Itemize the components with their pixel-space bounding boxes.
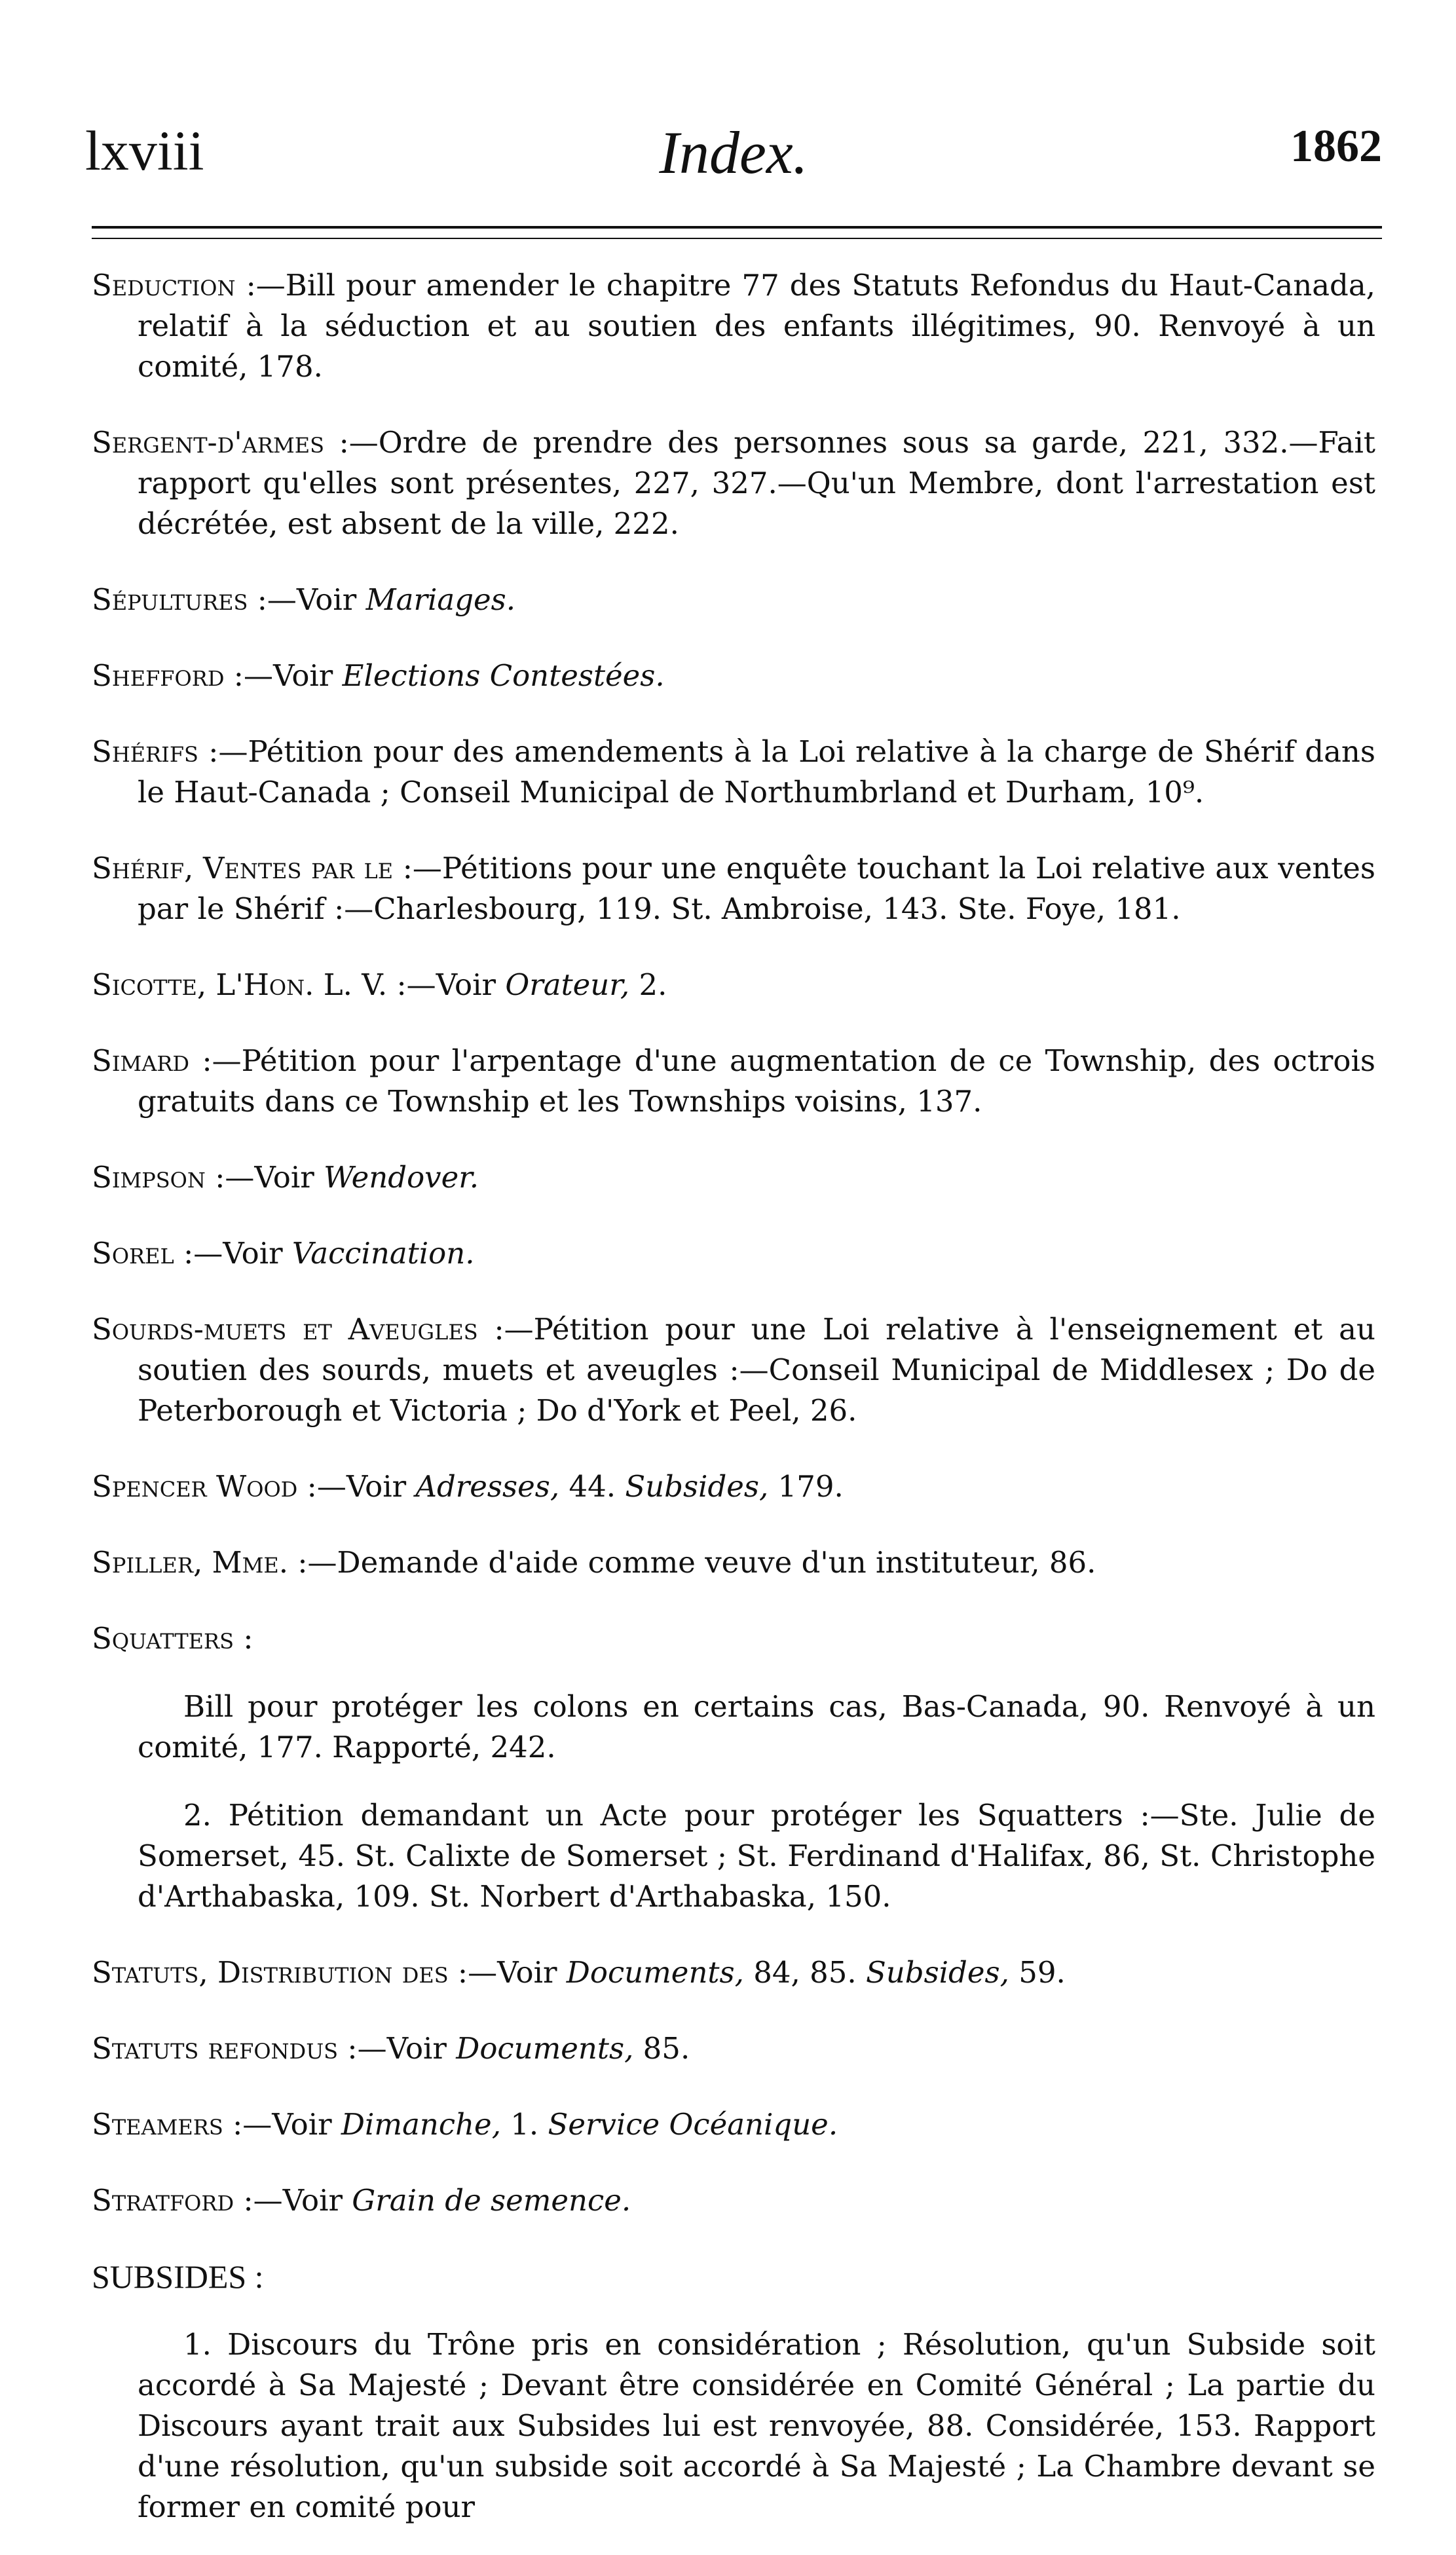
index-entry-spencer-wood — [92, 1466, 1375, 1507]
index-entry-sergent-darmes — [92, 422, 1375, 544]
entry-body: —Voir — [253, 2183, 352, 2218]
entry-body: —Pétition pour l'arpentage d'une augmentation de ce Township, des octrois gratuits dans ce Township et les Townships voisins, 137. — [138, 1043, 1375, 1119]
entry-reference: Wendover. — [324, 1160, 479, 1195]
index-entry-simpson — [92, 1157, 1375, 1198]
entry-body: —Voir — [243, 658, 343, 693]
entry-reference: Elections Contestées. — [342, 658, 665, 693]
entry-head: Sépultures : — [92, 582, 267, 617]
entry-body: —Pétition pour des amendements à la Loi relative à la charge de Shérif dans le Haut-Canada ; Conseil Municipal de Northumbrland et Durham, 10⁹. — [138, 734, 1376, 810]
entry-reference: Grain de semence. — [352, 2183, 631, 2218]
entry-body: —Voir — [468, 1955, 567, 1990]
entry-head: Sicotte, L'Hon. L. V. : — [92, 967, 407, 1002]
entry-body: —Pétitions pour une enquête touchant la Loi relative aux ventes par le Shérif :—Charlesbourg, 119. St. Ambroise, 143. Ste. Foye, 181. — [138, 851, 1375, 926]
entry-page: 44. — [559, 1469, 625, 1504]
entry-reference-2: Subsides, — [865, 1955, 1009, 1990]
entry-body: —Demande d'aide comme veuve d'un instituteur, 86. — [307, 1545, 1096, 1580]
entry-page: 2. — [629, 967, 667, 1002]
entry-body: —Voir — [242, 2107, 341, 2142]
index-entry-spiller — [92, 1542, 1375, 1583]
entry-page: 1. — [501, 2107, 548, 2142]
entry-reference-2: Subsides, — [625, 1469, 769, 1504]
index-entry-sorel — [92, 1233, 1375, 1274]
page-year: 1862 — [1290, 121, 1382, 172]
entry-head: Statuts, Distribution des : — [92, 1955, 468, 1990]
entry-page: 84, 85. — [743, 1955, 866, 1990]
entry-head: Shérif, Ventes par le : — [92, 851, 413, 886]
entry-head: Sergent-d'armes : — [92, 425, 349, 460]
entry-reference: Documents, — [456, 2031, 634, 2066]
page-header — [85, 111, 1382, 190]
entry-body: —Voir — [225, 1160, 324, 1195]
index-entry-sourds-muets — [92, 1309, 1375, 1431]
entry-body: —Voir — [406, 967, 506, 1002]
entry-body: —Voir — [316, 1469, 416, 1504]
entry-body: —Voir — [267, 582, 366, 617]
entry-body: —Voir — [193, 1236, 292, 1271]
squatters-paragraph-2: 2. Pétition demandant un Acte pour protéger les Squatters :—Ste. Julie de Somerset, 45. St. Calixte de Somerset ; St. Ferdinand d'Halifax, 86, St. Christophe d'Arthabaska, 109. St. Norbert d'Arthabaska, 150. — [138, 1798, 1375, 1914]
index-entry-sherif-ventes — [92, 848, 1375, 929]
subsides-paragraph-1: 1. Discours du Trône pris en considération ; Résolution, qu'un Subside soit accordé à Sa Majesté ; Devant être considérée en Comité Général ; La partie du Discours ayant trait aux Subsides lui est renvoyée, 88. Considérée, 153. Rapport d'une résolution, qu'un subside soit accordé à Sa Majesté ; La Chambre devant se former en comité pour — [138, 2327, 1375, 2524]
entry-body: —Bill pour amender le chapitre 77 des Statuts Refondus du Haut-Canada, relatif à la séduction et au soutien des enfants illégitimes, 90. Renvoyé à un comité, 178. — [138, 268, 1375, 384]
entry-head: Shérifs : — [92, 734, 219, 769]
squatters-paragraph-1: Bill pour protéger les colons en certains cas, Bas-Canada, 90. Renvoyé à un comité, 177. Rapporté, 242. — [138, 1689, 1375, 1764]
subsides-heading: SUBSIDES : — [92, 2258, 264, 2295]
index-entry-steamers — [92, 2104, 1375, 2145]
index-entry-simard — [92, 1041, 1375, 1122]
page-title: Index. — [659, 119, 808, 186]
entry-reference-2: Service Océanique. — [548, 2107, 838, 2142]
entry-reference: Dimanche, — [341, 2107, 501, 2142]
header-double-rule — [92, 226, 1382, 239]
entry-body: —Pétition pour une Loi relative à l'enseignement et au soutien des sourds, muets et aveugles :—Conseil Municipal de Middlesex ; Do de Peterborough et Victoria ; Do d'York et Peel, 26. — [138, 1312, 1375, 1428]
index-entry-sepultures — [92, 580, 1375, 620]
entry-page-2: 59. — [1009, 1955, 1066, 1990]
page-number-roman: lxviii — [85, 119, 204, 182]
index-entry-sicotte — [92, 965, 1375, 1005]
entry-head: Sorel : — [92, 1236, 194, 1271]
entry-body: —Ordre de prendre des personnes sous sa garde, 221, 332.—Fait rapport qu'elles sont présentes, 227, 327.—Qu'un Membre, dont l'arrestation est décrétée, est absent de la ville, 222. — [138, 425, 1375, 541]
entry-head: Spiller, Mme. : — [92, 1545, 308, 1580]
index-entries — [92, 265, 1375, 2555]
entry-reference: Documents, — [566, 1955, 744, 1990]
entry-head: Steamers : — [92, 2107, 243, 2142]
entry-head: Sourds-muets et Aveugles : — [92, 1312, 504, 1347]
index-entry-statuts-distribution — [92, 1952, 1375, 1993]
entry-reference: Adresses, — [415, 1469, 560, 1504]
entry-reference: Orateur, — [505, 967, 630, 1002]
entry-body: —Voir — [357, 2031, 457, 2066]
entry-head: Statuts refondus : — [92, 2031, 358, 2066]
entry-page-2: 179. — [768, 1469, 844, 1504]
entry-head: Stratford : — [92, 2183, 253, 2218]
index-entry-shefford — [92, 656, 1375, 696]
entry-head: Simpson : — [92, 1160, 225, 1195]
index-entry-seduction — [92, 265, 1375, 387]
entry-head: Simard : — [92, 1043, 212, 1078]
entry-reference: Mariages. — [365, 582, 516, 617]
index-entry-statuts-refondus — [92, 2028, 1375, 2069]
entry-head: Shefford : — [92, 658, 244, 693]
index-entry-stratford — [92, 2180, 1375, 2221]
entry-page: 85. — [633, 2031, 690, 2066]
entry-head: Spencer Wood : — [92, 1469, 317, 1504]
entry-head: Seduction : — [92, 268, 256, 303]
index-page — [85, 0, 1382, 2524]
index-entry-sherifs — [92, 732, 1375, 813]
squatters-heading: Squatters : — [92, 1621, 253, 1656]
entry-reference: Vaccination. — [291, 1236, 475, 1271]
